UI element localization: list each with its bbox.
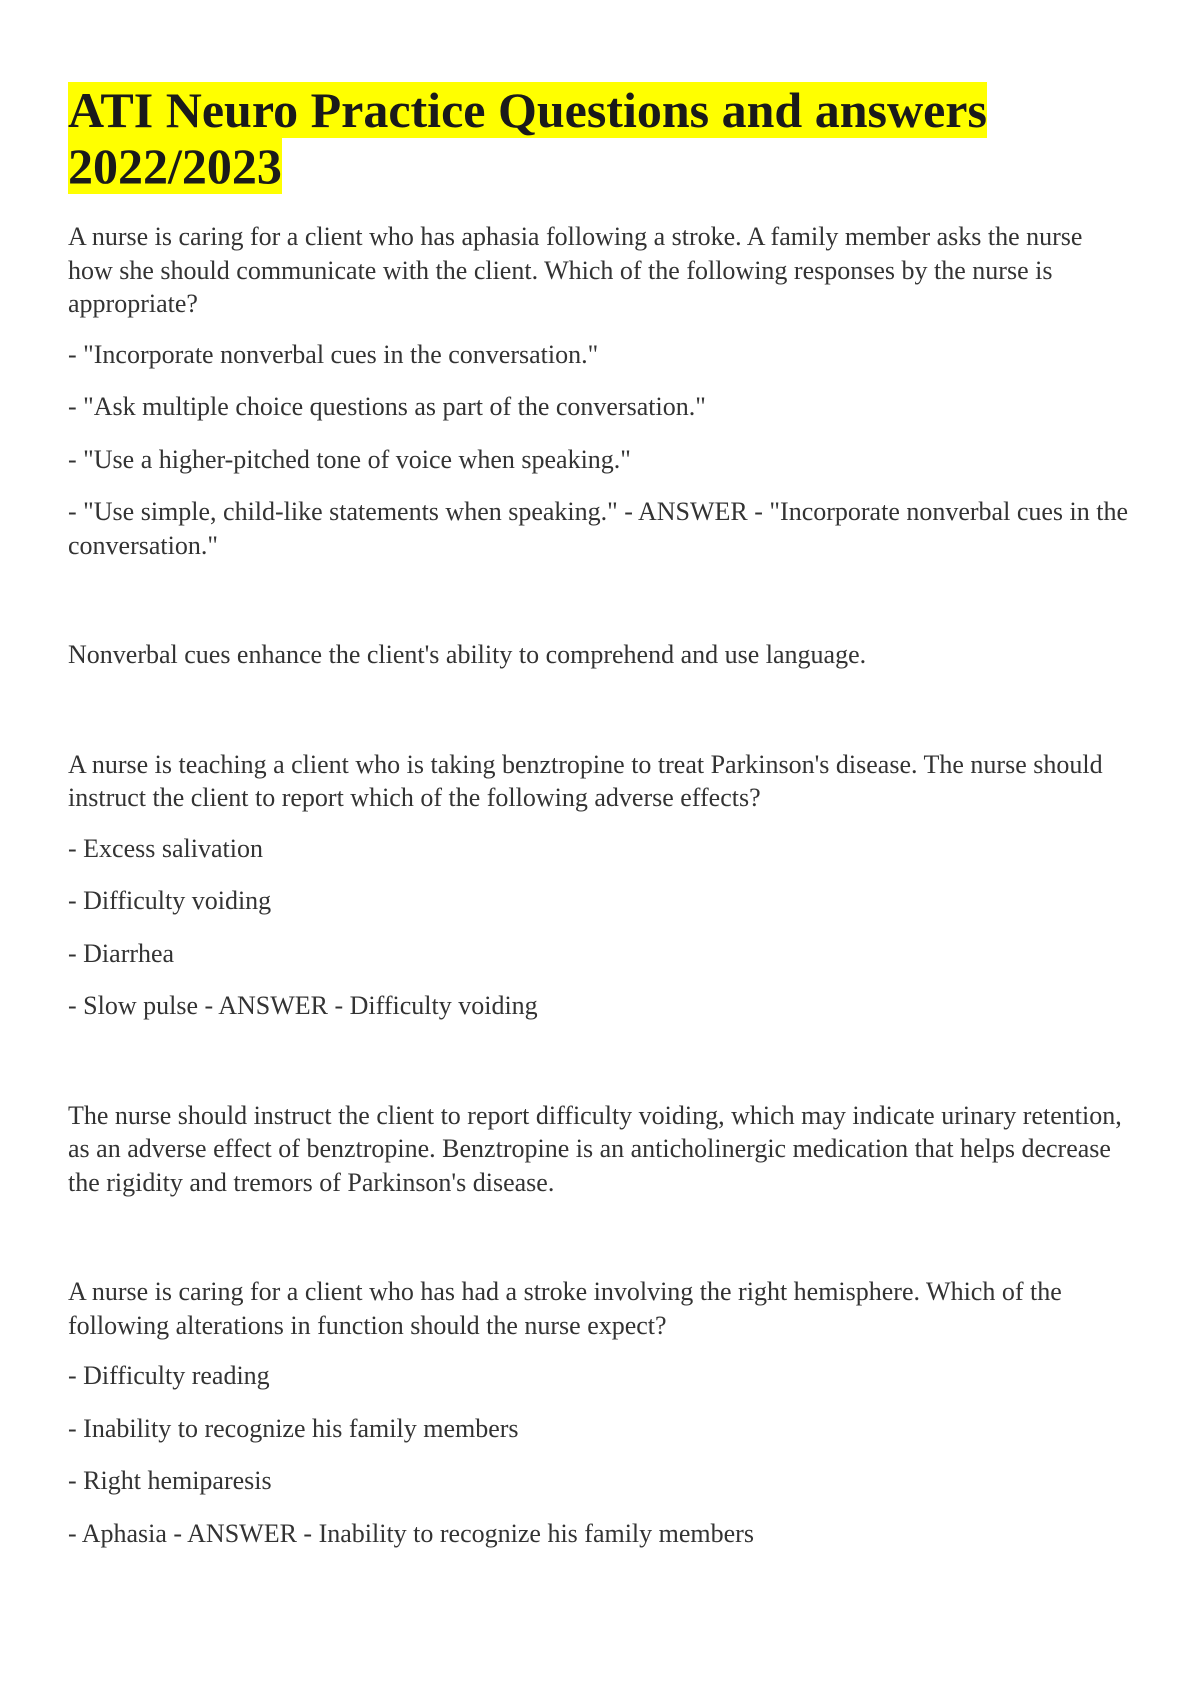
question-1-option-4-answer: - "Use simple, child-like statements when speaking." - ANSWER - "Incorporate nonverbal cues in the conversation." <box>68 497 1129 560</box>
question-3-option-3: - Right hemiparesis <box>68 1466 272 1495</box>
question-2-option-2: - Difficulty voiding <box>68 886 272 915</box>
document-page <box>68 82 1128 1569</box>
question-3-stem: A nurse is caring for a client who has had a stroke involving the right hemisphere. Which of the following alterations in function should the nurse expect? <box>68 1277 1062 1340</box>
title-highlight-line-2: 2022/2023 <box>68 138 282 194</box>
question-2-option-3: - Diarrhea <box>68 938 175 968</box>
question-3-option-1: - Difficulty reading <box>68 1361 270 1390</box>
question-2-option-4-answer: - Slow pulse - ANSWER - Difficulty voiding <box>68 991 538 1020</box>
question-2-rationale: The nurse should instruct the client to report difficulty voiding, which may indicate urinary retention, as an adverse effect of benztropine. Benztropine is an anticholinergic medication that helps decrease the rigidity and tremors of Parkinson's disease. <box>68 1100 1122 1197</box>
question-1-option-1: - "Incorporate nonverbal cues in the conversation." <box>68 339 599 369</box>
title-highlight-line-1: ATI Neuro Practice Questions and answers <box>68 82 987 138</box>
question-3-option-2: - Inability to recognize his family members <box>68 1413 519 1443</box>
question-1-stem: A nurse is caring for a client who has aphasia following a stroke. A family member asks the nurse how she should communicate with the client. Which of the following responses by the nurse is appropriate? <box>68 222 1083 318</box>
question-2-option-1: - Excess salivation <box>68 833 263 863</box>
question-3-option-4-answer: - Aphasia - ANSWER - Inability to recognize his family members <box>68 1518 754 1548</box>
question-2-stem: A nurse is teaching a client who is taking benztropine to treat Parkinson's disease. The nurse should instruct the client to report which of the following adverse effects? <box>68 749 1103 812</box>
question-1-rationale: Nonverbal cues enhance the client's ability to comprehend and use language. <box>68 640 867 669</box>
question-1-option-2: - "Ask multiple choice questions as part of the conversation." <box>68 392 706 421</box>
question-1-option-3: - "Use a higher-pitched tone of voice when speaking." <box>68 444 631 474</box>
document-title <box>68 82 1128 194</box>
